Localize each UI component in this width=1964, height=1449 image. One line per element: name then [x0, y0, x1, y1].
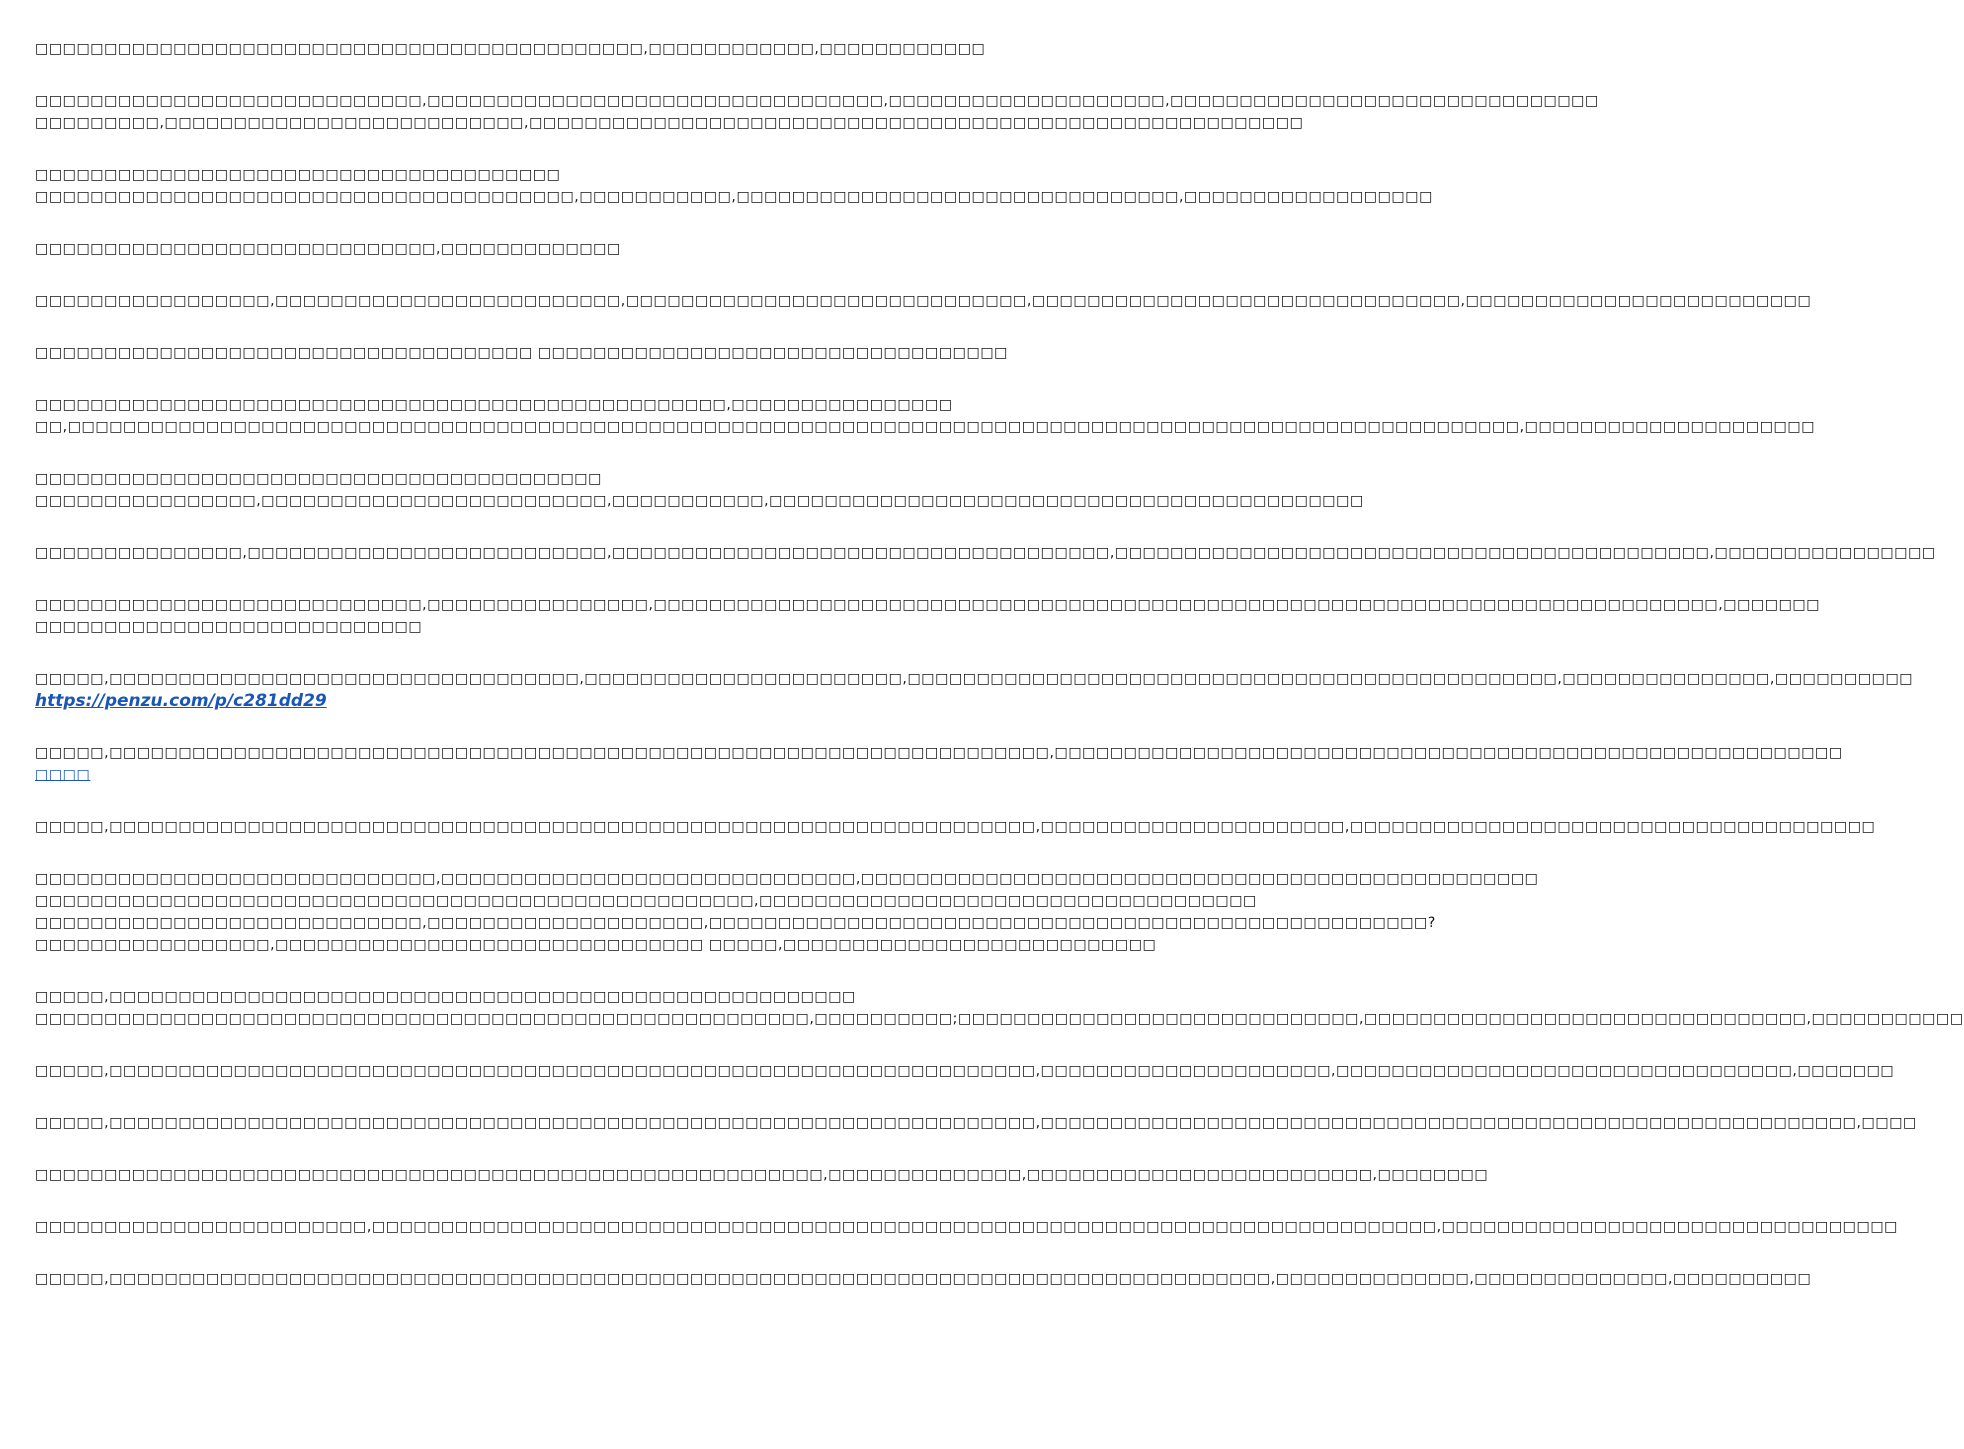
paragraph — [35, 668, 1914, 712]
text-line: □□□□□□□□□□□□□□□□□□□□□□□□□□□□□□□□□□□□□□□□□□□□□□□□□□,□□□□□□□□□□□□□□□□ — [35, 397, 953, 413]
paragraph — [35, 38, 990, 60]
text-line: □□□□□□□□□□□□□□□□□□□□□□□□□□□□□□□□□□□□□□□□□□□□,□□□□□□□□□□□□,□□□□□□□□□□□□ — [35, 41, 986, 57]
paragraph — [35, 1216, 1898, 1238]
text-line: □□□□□,□□□□□□□□□□□□□□□□□□□□□□□□□□□□□□□□□□□□□□□□□□□□□□□□□□□□□□□□□□□□□□□□□□□□□□□□□□□□□□□□□□□□,□□□□□□□□□□□□□□,□□□□□□□□□□□□□□,□□□□□□□□□□ — [35, 1271, 1812, 1287]
paragraph — [35, 342, 1008, 364]
paragraph — [35, 542, 1936, 564]
paragraph — [35, 986, 1964, 1030]
text-line: □□□□□□□□□□□□□□□□□□□□□□□□□□□□,□□□□□□□□□□□□□□□□,□□□□□□□□□□□□□□□□□□□□□□□□□□□□□□□□□□□□□□□□□□□□□□□□□□□□□□□□□□□□□□□□□□□□□□□□□□□□□,□□□□□□□ — [35, 597, 1821, 613]
paragraph — [35, 394, 1816, 438]
text-line: □□□□□□□□□□□□□□□□,□□□□□□□□□□□□□□□□□□□□□□□□□,□□□□□□□□□□□,□□□□□□□□□□□□□□□□□□□□□□□□□□□□□□□□□□□□□□□□□□□ — [35, 493, 1364, 509]
inline-link[interactable]: □□□□ — [35, 767, 91, 783]
paragraph — [35, 164, 1433, 208]
penzu-link[interactable]: https://penzu.com/p/c281dd29 — [35, 691, 327, 711]
text-line: □□□□□□□□□□□□□□□□□□□□□□□□□□□□□□□□□□□□□□□,□□□□□□□□□□□,□□□□□□□□□□□□□□□□□□□□□□□□□□□□□□□□,□□□□□□□□□□□□□□□□□□ — [35, 189, 1433, 205]
text-line: □□□□□□□□□□□□□□□□□□□□□□□□□□□□□□□□□□□□□□□□□□□□□□□□□□□□,□□□□□□□□□□□□□□□□□□□□□□□□□□□□□□□□□□□□ — [35, 893, 1257, 909]
paragraph — [35, 1164, 1489, 1186]
text-line: □□□□□□□□□□□□□□□,□□□□□□□□□□□□□□□□□□□□□□□□□□,□□□□□□□□□□□□□□□□□□□□□□□□□□□□□□□□□□□□,□□□□□□□□□□□□□□□□□□□□□□□□□□□□□□□□□□□□□□□□□□□,□□□□□□□□□□□□□□□□ — [35, 545, 1936, 561]
paragraph — [35, 468, 1364, 512]
paragraph — [35, 594, 1821, 638]
text-line: □□□□□□□□□□□□□□□□□□□□□□□□□□□□ — [35, 619, 423, 635]
text-line: □□□□□□□□□□□□□□□□□□□□□□□□□□□□□□□□□□□□□□□□□ — [35, 471, 602, 487]
text-line: □□□□□,□□□□□□□□□□□□□□□□□□□□□□□□□□□□□□□□□□□□□□□□□□□□□□□□□□□□□□□□□□□□□□□□□□□,□□□□□□□□□□□□□□□□□□□□□,□□□□□□□□□□□□□□□□□□□□□□□□□□□□□□□□□,□□□□□□□ — [35, 1063, 1895, 1079]
text-line: □□□□□,□□□□□□□□□□□□□□□□□□□□□□□□□□□□□□□□□□□□□□□□□□□□□□□□□□□□□□□□□□□□□□□□□□□□,□□□□□□□□□□□□□□□□□□□□□□□□□□□□□□□□□□□□□□□□□□□□□□□□□□□□□□□□□ — [35, 745, 1843, 761]
text-line: □□□□□,□□□□□□□□□□□□□□□□□□□□□□□□□□□□□□□□□□,□□□□□□□□□□□□□□□□□□□□□□□,□□□□□□□□□□□□□□□□□□□□□□□□□□□□□□□□□□□□□□□□□□□□□□□,□□□□□□□□□□□□□□□,□□□□□□□□□□ — [35, 671, 1914, 687]
text-line: □□□□□□□□□□□□□□□□□□□□□□□□□□□□□,□□□□□□□□□□□□□□□□□□□□□□□□□□□□□□,□□□□□□□□□□□□□□□□□□□□□□□□□□□□□□□□□□□□□□□□□□□□□□□□□ — [35, 871, 1539, 887]
text-line: □□□□□□□□□□□□□□□□□□□□□□□□□□□□□□□□□□□□□□□□□□□□□□□□□□□□□□□□,□□□□□□□□□□;□□□□□□□□□□□□□□□□□□□□□□□□□□□□□,□□□□□□□□□□□□□□□□□□□□□□□□□□□□□□□□,□□□□□□□□□□□ — [35, 1011, 1964, 1027]
paragraph — [35, 290, 1812, 312]
text-line: □□□□□,□□□□□□□□□□□□□□□□□□□□□□□□□□□□□□□□□□□□□□□□□□□□□□□□□□□□□□□□□□□□□□□□□□□,□□□□□□□□□□□□□□□□□□□□□□□□□□□□□□□□□□□□□□□□□□□□□□□□□□□□□□□□□□□,□□□□ — [35, 1115, 1917, 1131]
text-line: □□□□□□□□□,□□□□□□□□□□□□□□□□□□□□□□□□□□,□□□□□□□□□□□□□□□□□□□□□□□□□□□□□□□□□□□□□□□□□□□□□□□□□□□□□□□□ — [35, 115, 1304, 131]
paragraph — [35, 816, 1876, 838]
paragraph — [35, 90, 1599, 134]
document-body — [35, 38, 1964, 1320]
text-line: □□□□□,□□□□□□□□□□□□□□□□□□□□□□□□□□□□□□□□□□□□□□□□□□□□□□□□□□□□□□□□□□□□□□□□□□□,□□□□□□□□□□□□□□□□□□□□□□,□□□□□□□□□□□□□□□□□□□□□□□□□□□□□□□□□□□□□□ — [35, 819, 1876, 835]
text-line: □□□□□□□□□□□□□□□□□□□□□□□□□□□□□□□□□□□□□□□□□□□□□□□□□□□□□□□□□,□□□□□□□□□□□□□□,□□□□□□□□□□□□□□□□□□□□□□□□□,□□□□□□□□ — [35, 1167, 1489, 1183]
text-line: □□,□□□□□□□□□□□□□□□□□□□□□□□□□□□□□□□□□□□□□□□□□□□□□□□□□□□□□□□□□□□□□□□□□□□□□□□□□□□□□□□□□□□□□□□□□□□□□□□□□□□□□□□□□,□□□□□□□□□□□□□□□□□□□□□ — [35, 419, 1816, 435]
text-line: □□□□□□□□□□□□□□□□□□□□□□□□□□□□□,□□□□□□□□□□□□□ — [35, 241, 621, 257]
text-line: □□□□□□□□□□□□□□□□□,□□□□□□□□□□□□□□□□□□□□□□□□□,□□□□□□□□□□□□□□□□□□□□□□□□□□□□□,□□□□□□□□□□□□□□□□□□□□□□□□□□□□□□□,□□□□□□□□□□□□□□□□□□□□□□□□□ — [35, 293, 1812, 309]
paragraph — [35, 238, 990, 260]
paragraph — [35, 1112, 1917, 1134]
text-line: □□□□□□□□□□□□□□□□□□□□□□□□□□□□,□□□□□□□□□□□□□□□□□□□□□□□□□□□□□□□□□,□□□□□□□□□□□□□□□□□□□□,□□□□□□□□□□□□□□□□□□□□□□□□□□□□□□□ — [35, 93, 1599, 109]
text-line: □□□□□□□□□□□□□□□□□□□□□□□□,□□□□□□□□□□□□□□□□□□□□□□□□□□□□□□□□□□□□□□□□□□□□□□□□□□□□□□□□□□□□□□□□□□□□□□□□□□□□□,□□□□□□□□□□□□□□□□□□□□□□□□□□□□□□□□□ — [35, 1219, 1898, 1235]
paragraph — [35, 1268, 1812, 1290]
text-line: □□□□□□□□□□□□□□□□□□□□□□□□□□□□,□□□□□□□□□□□□□□□□□□□□,□□□□□□□□□□□□□□□□□□□□□□□□□□□□□□□□□□□□□□□□□□□□□□□□□□□□? — [35, 915, 1436, 931]
paragraph — [35, 868, 1539, 956]
paragraph — [35, 742, 1843, 786]
text-line: □□□□□□□□□□□□□□□□□,□□□□□□□□□□□□□□□□□□□□□□□□□□□□□□□ □□□□□,□□□□□□□□□□□□□□□□□□□□□□□□□□□ — [35, 937, 1157, 953]
text-line: □□□□□□□□□□□□□□□□□□□□□□□□□□□□□□□□□□□□□□ — [35, 167, 561, 183]
text-line: □□□□□□□□□□□□□□□□□□□□□□□□□□□□□□□□□□□□ □□□□□□□□□□□□□□□□□□□□□□□□□□□□□□□□□□ — [35, 345, 1008, 361]
paragraph — [35, 1060, 1895, 1082]
text-line: □□□□□,□□□□□□□□□□□□□□□□□□□□□□□□□□□□□□□□□□□□□□□□□□□□□□□□□□□□□□ — [35, 989, 856, 1005]
